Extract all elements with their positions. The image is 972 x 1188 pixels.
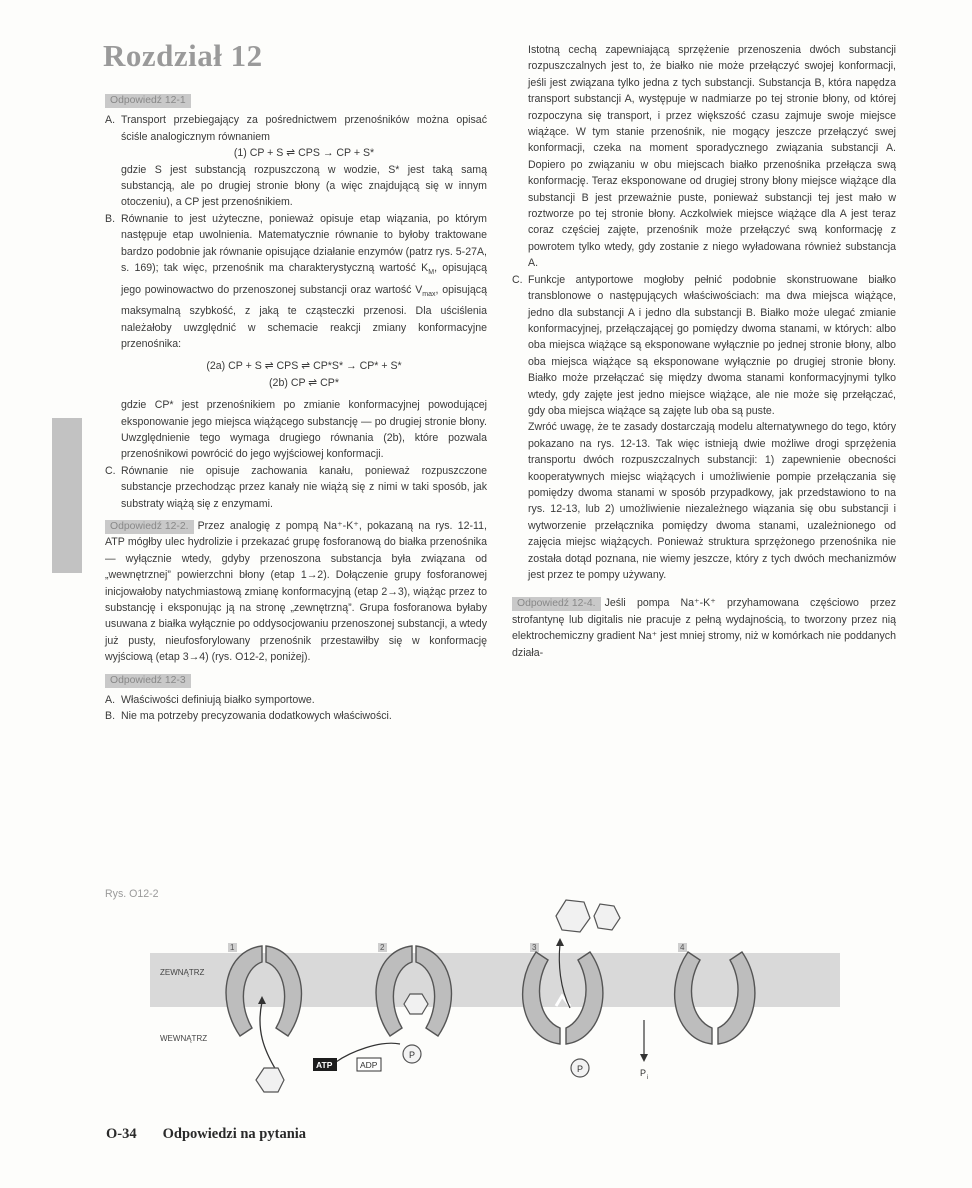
paragraph: Zwróć uwagę, że te zasady dostarczają modelu alternatywnego do tego, który pokazano na rys. 12-13. Tak więc istnieją dwie możliwe drogi sprzężenia transportu dwóch rozpuszczalnych substancji: 1) zapewnienie obecności kooperatywnych miejsc wiążących i umożliwienie pompie przełączania się pomiędzy dwoma stanami w sposób przypadkowy, jak przedstawiono to na rys. 12-13, lub 2) umożliwienie niezależnego wiązania się obu substancji i wytworzenie przełącznika pomiędzy dwoma stanami, uzależnionego od zajęcia miejsc wiążących. Ponieważ struktura sprzężonego przenośnika nie została dotąd poznana, nie wiemy jeszcze, który z tych dwóch mechanizmów jest przez te pompy używany.: [528, 421, 896, 581]
item-letter: B.: [105, 212, 116, 225]
answer-badge-12-4: Odpowiedź 12-4.: [512, 597, 601, 611]
equation-1: (1) CP + S ⇌ CPS → CP + S*: [233, 147, 375, 160]
figure-label: Rys. O12-2: [105, 888, 159, 900]
arrowhead: [640, 1054, 648, 1062]
substrate-hexagon: [256, 1068, 284, 1092]
item-letter: A.: [105, 114, 116, 127]
step-4: 4: [680, 943, 685, 952]
released-substrate: [556, 900, 590, 932]
answer-badge-12-1: Odpowiedź 12-1: [105, 94, 191, 108]
equation-2b: (2b) CP ⇌ CP*: [269, 376, 339, 389]
paragraph: gdzie CP* jest przenośnikiem po zmianie konformacyjnej powodującej eksponowanie jego miejsca wiążącego substancję — po drugiej stronie błony. Uwzględnienie tego wymaga drugiego równania (2b), które pozwala przenośnikowi powrócić do jego wyjściowej konformacji.: [121, 399, 487, 461]
step-1: 1: [230, 943, 235, 952]
paragraph: gdzie S jest substancją rozpuszczoną w wodzie, S* jest taką samą substancją, ale po drugiej stronie błony (a więc znajdującą się w innym otoczeniu), a CP jest przenośnikiem.: [121, 163, 487, 209]
pi-subscript: i: [647, 1075, 649, 1081]
bound-substrate: [404, 994, 428, 1014]
paragraph: Nie ma potrzeby precyzowania dodatkowych właściwości.: [121, 710, 392, 723]
equation-2a: (2a) CP + S ⇌ CPS ⇌ CP*S* → CP* + S*: [206, 360, 402, 373]
item-letter: A.: [105, 694, 116, 707]
item-letter: B.: [105, 710, 116, 723]
subscript-vmax: max: [422, 290, 436, 298]
page-footer: [106, 1126, 306, 1143]
binding-arrow-1: [260, 1002, 276, 1070]
phosphate-label-3: P: [577, 1064, 584, 1074]
step-2: 2: [380, 943, 385, 952]
paragraph: Równanie nie opisuje zachowania kanału, ponieważ rozpuszczone substancje przechodząc przez kanały nie wiążą się z nimi w taki sposób, jak substraty wiążą się z enzymami.: [121, 464, 487, 510]
subscript-km: M: [428, 269, 435, 277]
phosphate-label: P: [409, 1050, 416, 1060]
paragraph: Przez analogię z pompą Na⁺-K⁺, pokazaną na rys. 12-11, ATP mógłby ulec hydrolizie i przekazać grupę fosforanową do białka przenośnika — wyłącznie wtedy, gdyby przenoszona substancja była związana od „wewnętrznej” powierzchni błony (etap 1→2). Dołączenie grupy fosforanowej inicjowałoby natychmiastową zmianę konformacyjną (etap 2→3), wiążąc przez to substancję i eksponując ją na stronę „zewnętrzną”. Grupa fosforanowa byłaby usuwana z białka wyłącznie po oddysocjowaniu przenoszonej substancji, a wtedy już pusty, nieufosforylowany przenośnik przestawiłby się w konformację wyjściową (etap 3→4) (rys. O12-2, poniżej).: [105, 519, 487, 664]
atp-label: ATP: [316, 1060, 333, 1070]
arrowhead: [556, 938, 564, 946]
chapter-title: Rozdział 12: [103, 38, 263, 73]
paragraph: Właściwości definiują białko symportowe.: [121, 694, 315, 707]
item-letter: C.: [105, 464, 116, 477]
item-letter: C.: [512, 273, 523, 286]
released-substrate-2: [594, 904, 620, 930]
paragraph: Funkcje antyportowe mogłoby pełnić podobnie skonstruowane białko transblonowe o następujących właściwościach: ma dwa miejsca wiążące, jedno dla substancji A i jedno dla substancji B. Białko może ulegać zmianie konformacyjnej, przełączającej go pomiędzy dwoma stanami, w których: albo oba miejsca wiążące są eksponowane wyłącznie po jednej stronie błony, albo oba miejsca wiążące są eksponowane wyłącznie po drugiej stronie błony. Białko może przełączać się między dwoma stanami konformacyjnymi tylko wtedy, gdy zajęte jest jedno miejsce wiążące, ale nie może się przełączać, gdy oba miejsca wiążące są zajęte lub oba są puste.: [528, 273, 896, 417]
answer-badge-12-3: Odpowiedź 12-3: [105, 674, 191, 688]
answer-badge-12-2: Odpowiedź 12-2.: [105, 520, 194, 534]
outside-label: ZEWNĄTRZ: [160, 968, 205, 977]
paragraph: Istotną cechą zapewniającą sprzężenie przenoszenia dwóch substancji rozpuszczalnych jest to, że białko nie może przełączyć swojej konformacji, jeśli jest związana tylko jedna z tych substancji. Substancja B, która napędza transport substancji A, występuje w nadmiarze po tej stronie błony, od której rozpoczyna się transport, i przez większość czasu zajmuje swoje miejsce wiążące. W tym stanie przenośnik, nie mogący jeszcze przełączyć swej konformacji, czeka na moment sporadycznego związania substancji A. Dopiero po związaniu w obu miejscach białko przenośnika przełącza swą konformację. Teraz eksponowane od drugiej strony błony miejsce wiążące dla substancji B jest przeważnie puste, ponieważ substancji tej jest mało w roztworze po tej stronie błony. Aczkolwiek miejsce wiążące dla A jest teraz coraz częściej zajęte, przenośnik może przełączyć swą konformację z powrotem tylko wtedy, gdy zostanie z niego wyładowana również substancja A.: [528, 44, 896, 270]
paragraph: Transport przebiegający za pośrednictwem przenośników można opisać ściśle analogicznym równaniem: [121, 114, 487, 143]
text-run: Równanie to jest użyteczne, ponieważ opisuje etap wiązania, po którym następuje etap uwolnienia. Matematycznie równanie to byłoby traktowane bardzo podobnie jak równanie opisujące działanie enzymów (patrz rys. 5-27A, s. 169); tak więc, przenośnik ma charakterystyczną wartość K: [121, 212, 487, 275]
page-number: O-34: [106, 1126, 137, 1142]
adp-label: ADP: [360, 1060, 378, 1070]
footer-title: Odpowiedzi na pytania: [162, 1126, 307, 1142]
paragraph: Jeśli pompa Na⁺-K⁺ przyhamowana częściowo przez strofantynę lub digitalis nie pracuje z pełną wydajnością, to tworzony przez nią elektrochemiczny gradient Na⁺ jest mniej stromy, niż w komórkach nie poddanych działa-: [512, 597, 896, 659]
pi-label: P: [640, 1068, 647, 1078]
inside-label: WEWNĄTRZ: [160, 1034, 208, 1043]
step-3: 3: [532, 943, 537, 952]
text-run: , opisującą maksymalną szybkość, z jaką te cząsteczki przenosi. Dla uściślenia należałoby uwzględnić w schemacie reakcji zmiany konformacyjne przenośnika:: [121, 283, 487, 350]
text-run: , opisującą jego powinowactwo do przenoszonej substancji oraz wartość V: [121, 262, 487, 296]
